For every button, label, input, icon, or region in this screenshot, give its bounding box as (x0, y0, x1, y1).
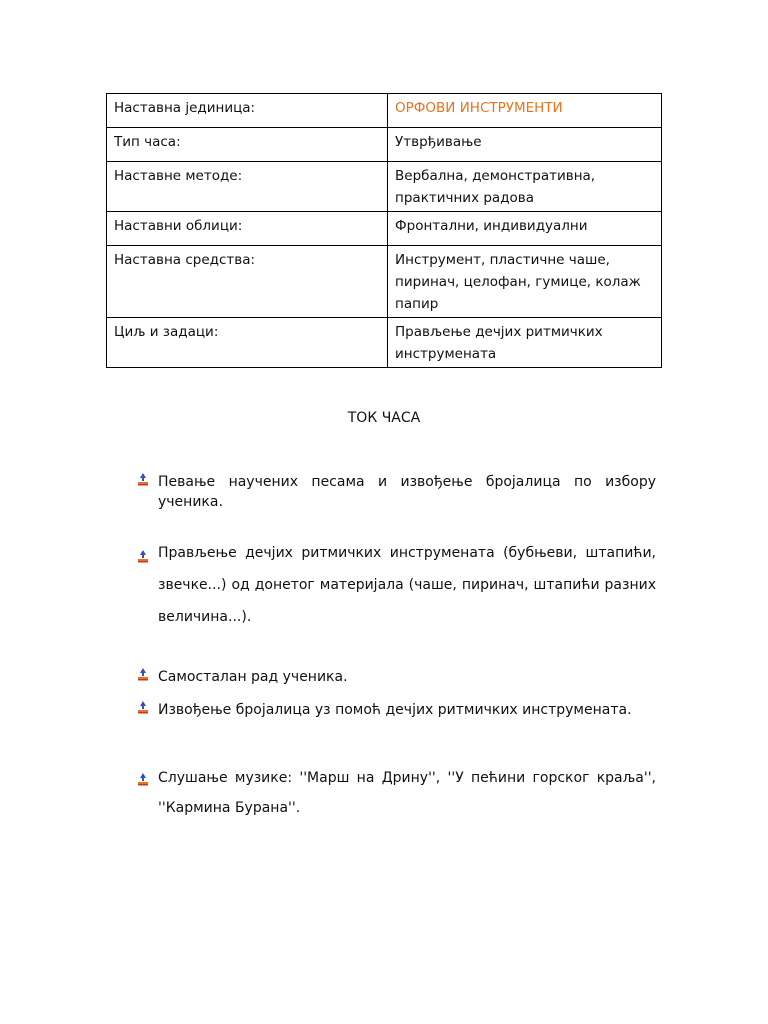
table-label-cell: Наставна средства: (107, 246, 388, 318)
list-item (136, 537, 656, 633)
table-row (107, 128, 662, 162)
table-label-cell: Наставни облици: (107, 212, 388, 246)
list-item-text: Прављење дечјих ритмичких инструмената (бубњеви, штапићи, звечке...) од донетог материјала (чаше, пиринач, штапићи разних величина...). (158, 545, 656, 625)
table-row (107, 318, 662, 368)
table-row (107, 94, 662, 128)
table-value-cell: Вербална, демонстративна, практичних радова (388, 162, 662, 212)
quill-arrow-icon (136, 545, 150, 561)
quill-arrow-icon (136, 700, 150, 716)
section-title: ТОК ЧАСА (347, 410, 421, 426)
table-value-cell: Прављење дечјих ритмичких инструмената (388, 318, 662, 368)
table-value-cell: Инструмент, пластичне чаше, пиринач, целофан, гумице, колаж папир (388, 246, 662, 318)
quill-arrow-icon (136, 769, 150, 785)
table-label-cell: Тип часа: (107, 128, 388, 162)
list-item-text: Певање научених песама и извођење бројалица по избору ученика. (158, 474, 656, 510)
table-row (107, 212, 662, 246)
table-label-cell: Циљ и задаци: (107, 318, 388, 368)
list-item (136, 667, 656, 687)
table-value-cell: Фронтални, индивидуални (388, 212, 662, 246)
list-item-text: Извођење бројалица уз помоћ дечјих ритмичких инструмената. (158, 702, 632, 718)
list-item (136, 472, 656, 512)
list-item-text: Самосталан рад ученика. (158, 669, 348, 685)
list-item (136, 763, 656, 823)
table-row (107, 246, 662, 318)
list-item (136, 700, 656, 720)
list-item-text: Слушање музике: ''Марш на Дрину'', ''У пећини горског краља'', ''Кармина Бурана''. (158, 770, 656, 816)
table-label-cell: Наставне методе: (107, 162, 388, 212)
quill-arrow-icon (136, 667, 150, 683)
table-value-cell: Утврђивање (388, 128, 662, 162)
lesson-info-table (106, 93, 662, 368)
table-label-cell: Наставна јединица: (107, 94, 388, 128)
table-row (107, 162, 662, 212)
quill-arrow-icon (136, 472, 150, 488)
table-value-cell: ОРФОВИ ИНСТРУМЕНТИ (388, 94, 662, 128)
